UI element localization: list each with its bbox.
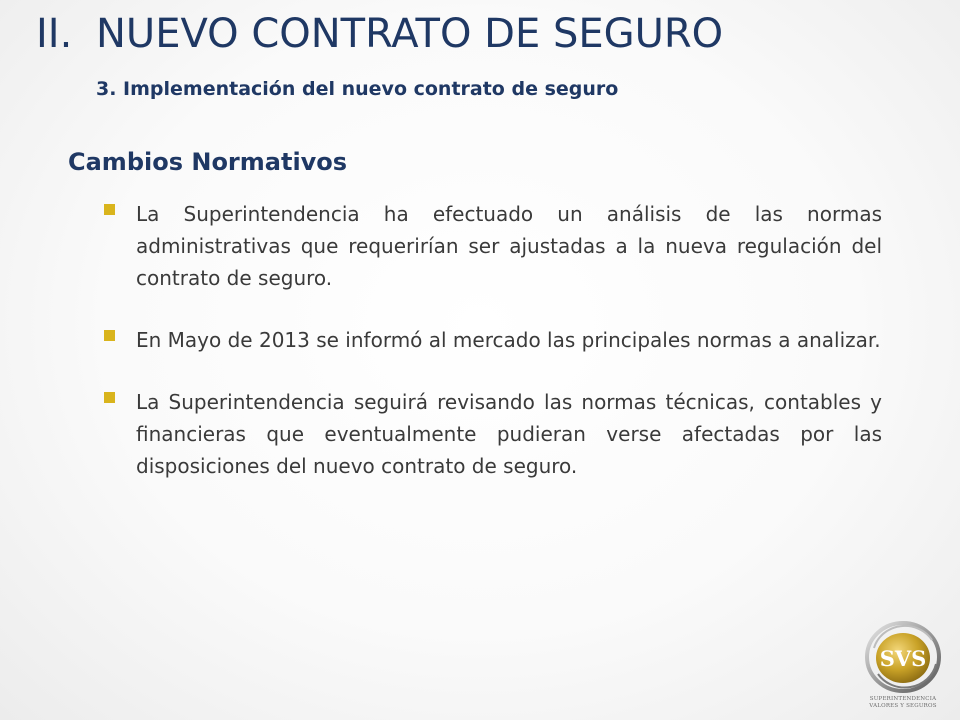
slide-title-number: II. — [36, 11, 73, 57]
svs-logo-icon — [858, 618, 948, 696]
bullet-item — [100, 386, 882, 482]
svs-logo — [858, 618, 948, 718]
bullet-item — [100, 198, 882, 294]
logo-caption-line1: SUPERINTENDENCIA — [869, 696, 937, 702]
logo-monogram: SVS — [879, 646, 927, 671]
bullet-list — [100, 198, 882, 512]
slide-title-text: NUEVO CONTRATO DE SEGURO — [96, 11, 724, 57]
slide-subtitle: 3. Implementación del nuevo contrato de seguro — [96, 78, 619, 100]
bullet-text: En Mayo de 2013 se informó al mercado las principales normas a analizar. — [136, 328, 881, 352]
logo-caption — [858, 696, 948, 710]
bullet-item — [100, 324, 882, 356]
bullet-text: La Superintendencia ha efectuado un análisis de las normas administrativas que requerirían ser ajustadas a la nueva regulación del contrato de seguro. — [136, 202, 882, 290]
square-bullet-icon — [104, 392, 115, 403]
logo-caption-line2: VALORES Y SEGUROS — [869, 703, 937, 709]
bullet-text: La Superintendencia seguirá revisando las normas técnicas, contables y financieras que eventualmente pudieran verse afectadas por las disposiciones del nuevo contrato de seguro. — [136, 390, 882, 478]
slide-title — [36, 8, 723, 60]
square-bullet-icon — [104, 204, 115, 215]
square-bullet-icon — [104, 330, 115, 341]
section-heading: Cambios Normativos — [68, 148, 348, 176]
